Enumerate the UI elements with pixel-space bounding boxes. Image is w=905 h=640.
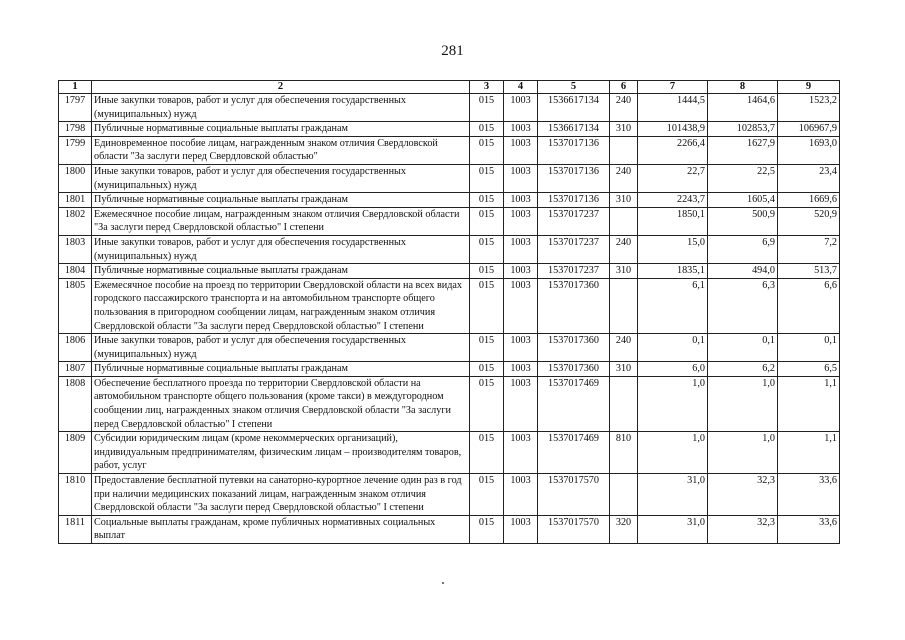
expense-description: Публичные нормативные социальные выплаты гражданам [92,264,470,279]
table-row [59,334,840,362]
table-row [59,136,840,164]
amount-col-7: 6,0 [638,362,708,377]
amount-col-8: 1627,9 [708,136,778,164]
amount-col-7: 31,0 [638,474,708,516]
amount-col-9: 1,1 [778,432,840,474]
row-number: 1798 [59,122,92,137]
amount-col-8: 500,9 [708,207,778,235]
table-row [59,94,840,122]
amount-col-8: 1464,6 [708,94,778,122]
ministry-code: 015 [470,136,504,164]
target-article-code: 1537017570 [538,474,610,516]
expense-type-code [610,278,638,333]
ministry-code: 015 [470,515,504,543]
row-number: 1801 [59,193,92,208]
column-header: 9 [778,81,840,94]
row-number: 1800 [59,164,92,192]
expense-type-code: 310 [610,362,638,377]
amount-col-7: 101438,9 [638,122,708,137]
expense-description: Публичные нормативные социальные выплаты гражданам [92,122,470,137]
row-number: 1805 [59,278,92,333]
target-article-code: 1537017469 [538,376,610,431]
table-row [59,376,840,431]
target-article-code: 1537017237 [538,264,610,279]
target-article-code: 1537017136 [538,164,610,192]
amount-col-8: 1,0 [708,376,778,431]
section-code: 1003 [504,94,538,122]
section-code: 1003 [504,207,538,235]
section-code: 1003 [504,362,538,377]
row-number: 1810 [59,474,92,516]
amount-col-9: 1669,6 [778,193,840,208]
budget-table [58,80,840,544]
row-number: 1799 [59,136,92,164]
amount-col-7: 6,1 [638,278,708,333]
target-article-code: 1537017136 [538,193,610,208]
row-number: 1811 [59,515,92,543]
target-article-code: 1537017237 [538,235,610,263]
row-number: 1797 [59,94,92,122]
expense-type-code: 310 [610,122,638,137]
amount-col-9: 6,6 [778,278,840,333]
amount-col-9: 1523,2 [778,94,840,122]
section-code: 1003 [504,334,538,362]
amount-col-8: 32,3 [708,474,778,516]
expense-type-code: 240 [610,94,638,122]
table-row [59,235,840,263]
ministry-code: 015 [470,207,504,235]
row-number: 1803 [59,235,92,263]
target-article-code: 1537017360 [538,362,610,377]
column-header: 4 [504,81,538,94]
amount-col-8: 102853,7 [708,122,778,137]
ministry-code: 015 [470,193,504,208]
table-row [59,193,840,208]
ministry-code: 015 [470,235,504,263]
expense-description: Субсидии юридическим лицам (кроме некоммерческих организаций), индивидуальным предпринимателям, физическим лицам – производителям товаров, работ, услуг [92,432,470,474]
amount-col-9: 33,6 [778,474,840,516]
ministry-code: 015 [470,432,504,474]
amount-col-9: 520,9 [778,207,840,235]
column-header: 7 [638,81,708,94]
target-article-code: 1536617134 [538,122,610,137]
section-code: 1003 [504,432,538,474]
target-article-code: 1537017136 [538,136,610,164]
row-number: 1806 [59,334,92,362]
table-row [59,122,840,137]
amount-col-8: 32,3 [708,515,778,543]
expense-description: Ежемесячное пособие на проезд по территории Свердловской области на всех видах городского пассажирского транспорта и на автомобильном транспорте общего пользования в пригородном сообщении лицам, награжденным знаком отличия Свердловской области "За заслуги перед Свердловской областью" I степени [92,278,470,333]
section-code: 1003 [504,278,538,333]
table-body [59,94,840,544]
target-article-code: 1537017360 [538,278,610,333]
amount-col-7: 1444,5 [638,94,708,122]
expense-description: Иные закупки товаров, работ и услуг для обеспечения государственных (муниципальных) нужд [92,235,470,263]
expense-type-code: 320 [610,515,638,543]
section-code: 1003 [504,376,538,431]
ministry-code: 015 [470,376,504,431]
expense-description: Иные закупки товаров, работ и услуг для обеспечения государственных (муниципальных) нужд [92,94,470,122]
amount-col-7: 22,7 [638,164,708,192]
table-row [59,278,840,333]
ministry-code: 015 [470,164,504,192]
expense-description: Публичные нормативные социальные выплаты гражданам [92,193,470,208]
amount-col-8: 6,2 [708,362,778,377]
expense-type-code [610,207,638,235]
amount-col-8: 0,1 [708,334,778,362]
column-header: 2 [92,81,470,94]
table-row [59,164,840,192]
expense-type-code [610,474,638,516]
expense-description: Иные закупки товаров, работ и услуг для обеспечения государственных (муниципальных) нужд [92,334,470,362]
amount-col-9: 23,4 [778,164,840,192]
expense-type-code: 240 [610,235,638,263]
column-header: 5 [538,81,610,94]
amount-col-9: 0,1 [778,334,840,362]
amount-col-8: 6,3 [708,278,778,333]
expense-description: Ежемесячное пособие лицам, награжденным знаком отличия Свердловской области "За заслуги перед Свердловской областью" I степени [92,207,470,235]
column-header: 8 [708,81,778,94]
amount-col-8: 22,5 [708,164,778,192]
ministry-code: 015 [470,94,504,122]
amount-col-7: 1,0 [638,376,708,431]
amount-col-7: 1835,1 [638,264,708,279]
target-article-code: 1537017360 [538,334,610,362]
table-header-row [59,81,840,94]
expense-type-code: 310 [610,264,638,279]
expense-description: Иные закупки товаров, работ и услуг для обеспечения государственных (муниципальных) нужд [92,164,470,192]
section-code: 1003 [504,235,538,263]
amount-col-9: 7,2 [778,235,840,263]
section-code: 1003 [504,193,538,208]
ministry-code: 015 [470,264,504,279]
amount-col-7: 1,0 [638,432,708,474]
section-code: 1003 [504,136,538,164]
amount-col-9: 106967,9 [778,122,840,137]
expense-type-code: 240 [610,334,638,362]
amount-col-7: 2243,7 [638,193,708,208]
expense-description: Социальные выплаты гражданам, кроме публичных нормативных социальных выплат [92,515,470,543]
ministry-code: 015 [470,474,504,516]
column-header: 3 [470,81,504,94]
amount-col-8: 1,0 [708,432,778,474]
amount-col-7: 2266,4 [638,136,708,164]
ministry-code: 015 [470,334,504,362]
row-number: 1809 [59,432,92,474]
amount-col-8: 494,0 [708,264,778,279]
amount-col-8: 1605,4 [708,193,778,208]
target-article-code: 1537017570 [538,515,610,543]
target-article-code: 1537017237 [538,207,610,235]
expense-description: Единовременное пособие лицам, награжденным знаком отличия Свердловской области "За заслуги перед Свердловской областью" [92,136,470,164]
target-article-code: 1537017469 [538,432,610,474]
table-row [59,432,840,474]
expense-type-code [610,376,638,431]
expense-description: Предоставление бесплатной путевки на санаторно-курортное лечение один раз в год при наличии медицинских показаний лицам, награжденным знаком отличия Свердловской области "За заслуги перед Свердловской областью" I степени [92,474,470,516]
row-number: 1802 [59,207,92,235]
amount-col-9: 6,5 [778,362,840,377]
expense-type-code [610,136,638,164]
amount-col-9: 1693,0 [778,136,840,164]
amount-col-7: 31,0 [638,515,708,543]
section-code: 1003 [504,264,538,279]
row-number: 1808 [59,376,92,431]
amount-col-7: 15,0 [638,235,708,263]
expense-description: Публичные нормативные социальные выплаты гражданам [92,362,470,377]
ministry-code: 015 [470,278,504,333]
ministry-code: 015 [470,122,504,137]
amount-col-9: 513,7 [778,264,840,279]
amount-col-8: 6,9 [708,235,778,263]
scan-speck [442,582,444,584]
section-code: 1003 [504,515,538,543]
table-row [59,362,840,377]
amount-col-7: 1850,1 [638,207,708,235]
page-number: 281 [441,43,464,59]
expense-description: Обеспечение бесплатного проезда по территории Свердловской области на автомобильном транспорте общего пользования (кроме такси) в междугородном сообщении лиц, награжденных знаком отличия Свердловской области "За заслуги перед Свердловской областью" I степени [92,376,470,431]
target-article-code: 1536617134 [538,94,610,122]
column-header: 1 [59,81,92,94]
row-number: 1804 [59,264,92,279]
expense-type-code: 310 [610,193,638,208]
expense-type-code: 810 [610,432,638,474]
section-code: 1003 [504,122,538,137]
row-number: 1807 [59,362,92,377]
expense-type-code: 240 [610,164,638,192]
amount-col-7: 0,1 [638,334,708,362]
table-row [59,515,840,543]
section-code: 1003 [504,474,538,516]
column-header: 6 [610,81,638,94]
amount-col-9: 33,6 [778,515,840,543]
table-row [59,207,840,235]
table-row [59,264,840,279]
table-row [59,474,840,516]
ministry-code: 015 [470,362,504,377]
amount-col-9: 1,1 [778,376,840,431]
section-code: 1003 [504,164,538,192]
